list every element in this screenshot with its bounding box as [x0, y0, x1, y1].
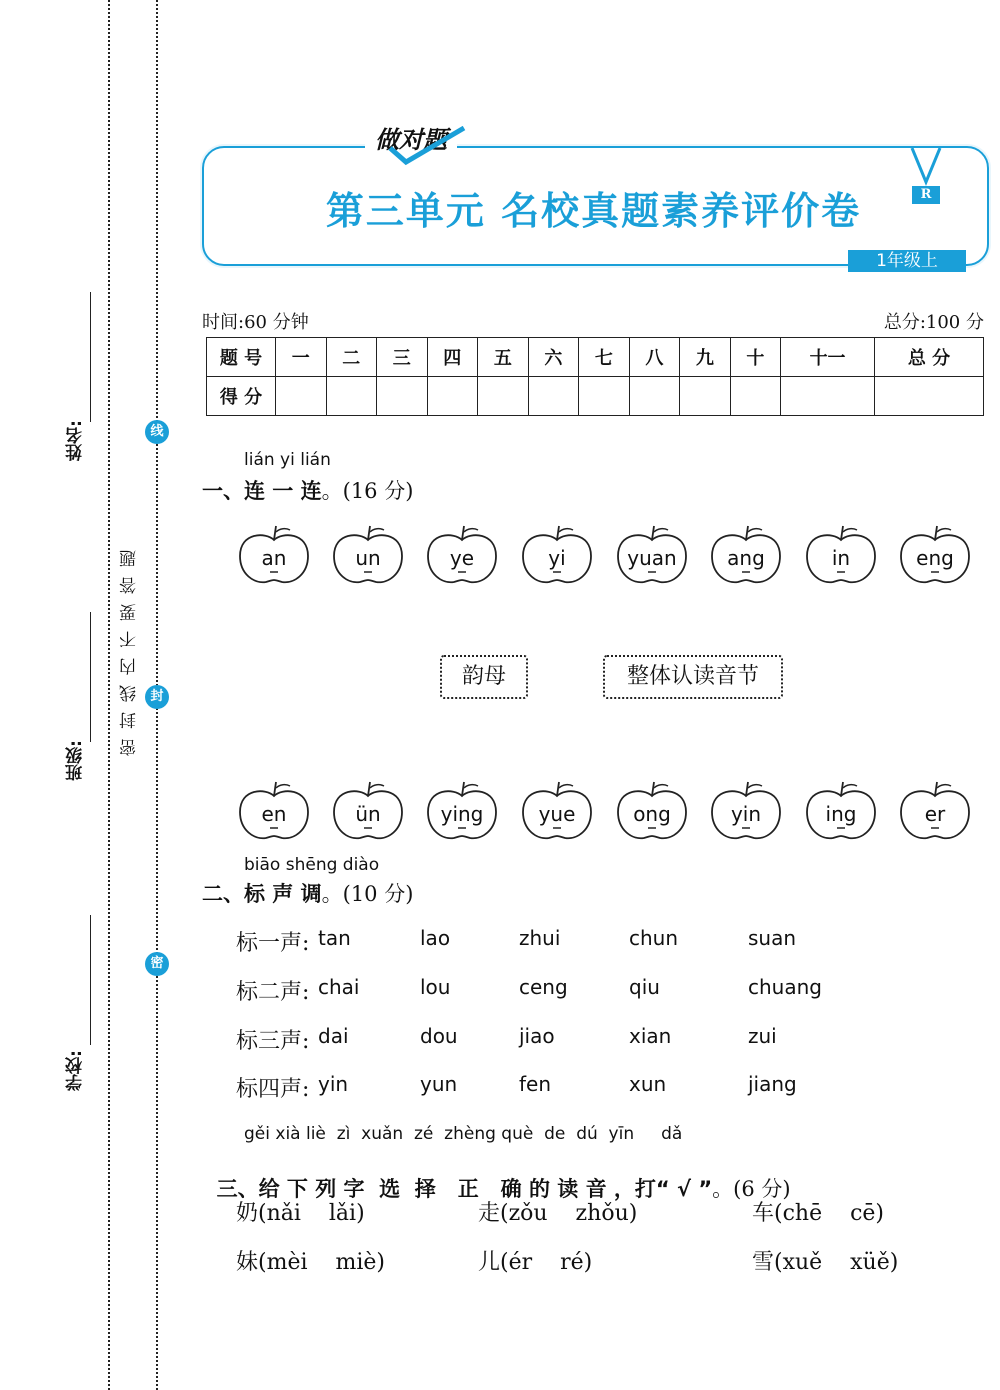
- score-cell[interactable]: [680, 377, 731, 416]
- score-col: 七: [579, 338, 630, 377]
- choice-item[interactable]: 奶(nǎi lǎi): [236, 1201, 365, 1226]
- bottom-apple[interactable]: [708, 778, 784, 842]
- tone-syllable[interactable]: chai: [318, 975, 360, 999]
- apple-label: un: [355, 546, 381, 570]
- score-cell[interactable]: [276, 377, 327, 416]
- score-table: [206, 337, 984, 416]
- q2-points: 。(10 分): [321, 882, 414, 906]
- tone-syllable[interactable]: dou: [420, 1024, 458, 1048]
- score-cell[interactable]: [528, 377, 579, 416]
- apple-label: ün: [355, 802, 381, 826]
- score-col: 六: [528, 338, 579, 377]
- score-cell[interactable]: [781, 377, 875, 416]
- binding-line-left: [108, 0, 110, 1390]
- score-cell[interactable]: [478, 377, 529, 416]
- bottom-apple[interactable]: [330, 778, 406, 842]
- tone-syllable[interactable]: yun: [420, 1072, 458, 1096]
- tone-syllable[interactable]: zhui: [519, 926, 561, 950]
- tone-syllable[interactable]: lou: [420, 975, 451, 999]
- top-apple[interactable]: [897, 522, 973, 586]
- q3-points: 。(6 分): [712, 1177, 791, 1201]
- tone-syllable[interactable]: suan: [748, 926, 797, 950]
- seal-xian: 线: [145, 420, 169, 444]
- page-title: 第三单元 名校真题素养评价卷: [325, 189, 862, 233]
- ribbon-icon: [908, 148, 944, 188]
- apple-label: ying: [440, 802, 484, 826]
- name-label: 姓名:: [66, 420, 86, 461]
- tone-syllable[interactable]: jiao: [519, 1024, 555, 1048]
- apple-label: an: [261, 546, 287, 570]
- q2-pinyin: biāo shēng diào: [244, 855, 380, 875]
- tone-syllable[interactable]: fen: [519, 1072, 552, 1096]
- score-col: 九: [680, 338, 731, 377]
- score-table-score-row: [207, 377, 984, 416]
- checkmark-icon: [388, 126, 468, 166]
- score-cell[interactable]: [730, 377, 781, 416]
- score-col: 一: [276, 338, 327, 377]
- score-col: 十: [730, 338, 781, 377]
- top-apple[interactable]: [803, 522, 879, 586]
- choice-item[interactable]: 车(chē cē): [752, 1201, 884, 1226]
- bottom-apple[interactable]: [236, 778, 312, 842]
- choice-item[interactable]: 走(zǒu zhǒu): [478, 1201, 638, 1226]
- binding-warning: 密封线内不要答题: [120, 540, 140, 756]
- category-zhengti[interactable]: 整体认读音节: [603, 655, 783, 699]
- top-apple[interactable]: [330, 522, 406, 586]
- apple-label: ing: [825, 802, 857, 826]
- tone-syllable[interactable]: jiang: [748, 1072, 797, 1096]
- q2-title-text: 二、标 声 调: [202, 882, 322, 906]
- q1-points: 。(16 分): [321, 479, 414, 503]
- tone-syllable[interactable]: xun: [629, 1072, 667, 1096]
- total-score-info: 总分:100 分: [883, 312, 984, 333]
- top-apple[interactable]: [519, 522, 595, 586]
- bottom-apple[interactable]: [519, 778, 595, 842]
- apple-label: yi: [548, 546, 566, 570]
- apple-label: yuan: [627, 546, 677, 570]
- choice-item[interactable]: 儿(ér ré): [478, 1250, 593, 1275]
- apple-label: en: [261, 802, 287, 826]
- score-col: 四: [427, 338, 478, 377]
- tone-syllable[interactable]: yin: [318, 1072, 349, 1096]
- seal-feng: 封: [145, 685, 169, 709]
- bottom-apple[interactable]: [803, 778, 879, 842]
- tone-label: 标四声:: [236, 1077, 310, 1102]
- score-col: 三: [377, 338, 428, 377]
- score-col: 总 分: [874, 338, 983, 377]
- top-apple[interactable]: [614, 522, 690, 586]
- apple-label: yue: [538, 802, 576, 826]
- q1-title: [202, 475, 413, 505]
- tone-label: 标一声:: [236, 931, 310, 956]
- header-tag: 做对题: [365, 120, 457, 155]
- score-cell[interactable]: [427, 377, 478, 416]
- tone-label: 标三声:: [236, 1029, 310, 1054]
- tone-row-label: [236, 1072, 309, 1103]
- seal-mi: 密: [145, 952, 169, 976]
- apple-label: in: [831, 546, 851, 570]
- apple-label: eng: [916, 546, 954, 570]
- score-cell[interactable]: [874, 377, 983, 416]
- choice-item[interactable]: 妹(mèi miè): [236, 1250, 385, 1275]
- time-info: 时间:60 分钟: [202, 312, 309, 333]
- apple-label: er: [924, 802, 946, 826]
- tone-syllable[interactable]: chuang: [748, 975, 822, 999]
- school-field[interactable]: [90, 915, 91, 1045]
- score-cell[interactable]: [629, 377, 680, 416]
- tone-syllable[interactable]: xian: [629, 1024, 672, 1048]
- top-apple[interactable]: [424, 522, 500, 586]
- q1-pinyin: lián yi lián: [244, 450, 331, 470]
- tone-row-label: [236, 975, 309, 1006]
- tone-syllable[interactable]: tan: [318, 926, 351, 950]
- score-col: 五: [478, 338, 529, 377]
- score-cell[interactable]: [579, 377, 630, 416]
- bottom-apple[interactable]: [424, 778, 500, 842]
- q1-title-text: 一、连 一 连: [202, 479, 322, 503]
- score-col: 八: [629, 338, 680, 377]
- score-cell[interactable]: [377, 377, 428, 416]
- bottom-apple[interactable]: [897, 778, 973, 842]
- tone-row-label: [236, 1024, 309, 1055]
- tone-syllable[interactable]: ceng: [519, 975, 568, 999]
- score-cell[interactable]: [326, 377, 377, 416]
- tone-label: 标二声:: [236, 980, 310, 1005]
- school-label: 学校:: [66, 1050, 86, 1091]
- name-field[interactable]: [90, 292, 91, 422]
- q3-title-text: 三、给 下 列 字 选 择 正 确 的 读 音 ，打“ √ ”: [216, 1177, 713, 1201]
- tone-syllable[interactable]: zui: [748, 1024, 777, 1048]
- score-table-row-label: 得 分: [207, 377, 276, 416]
- r-mark: R: [912, 186, 940, 204]
- score-table-row-label: 题 号: [207, 338, 276, 377]
- class-field[interactable]: [90, 612, 91, 742]
- score-col: 二: [326, 338, 377, 377]
- bottom-apple[interactable]: [614, 778, 690, 842]
- tone-syllable[interactable]: lao: [420, 926, 451, 950]
- tone-syllable[interactable]: chun: [629, 926, 679, 950]
- apple-label: yin: [730, 802, 762, 826]
- grade-badge: 1年级上: [848, 250, 966, 272]
- tone-syllable[interactable]: dai: [318, 1024, 349, 1048]
- apple-label: ye: [449, 546, 475, 570]
- score-col: 十一: [781, 338, 875, 377]
- category-yunmu[interactable]: 韵母: [440, 655, 528, 699]
- q3-pinyin: gěi xià liè zì xuǎn zé zhèng què de dú yīn dǎ: [244, 1124, 683, 1144]
- tone-row-label: [236, 926, 309, 957]
- apple-label: ong: [633, 802, 671, 826]
- top-apple[interactable]: [236, 522, 312, 586]
- q3-title: [202, 1149, 791, 1203]
- tone-syllable[interactable]: qiu: [629, 975, 660, 999]
- score-table-header-row: [207, 338, 984, 377]
- class-label: 班级:: [66, 740, 86, 781]
- q2-title: [202, 878, 413, 908]
- top-apple[interactable]: [708, 522, 784, 586]
- choice-item[interactable]: 雪(xuě xüě): [752, 1250, 899, 1275]
- apple-label: ang: [727, 546, 765, 570]
